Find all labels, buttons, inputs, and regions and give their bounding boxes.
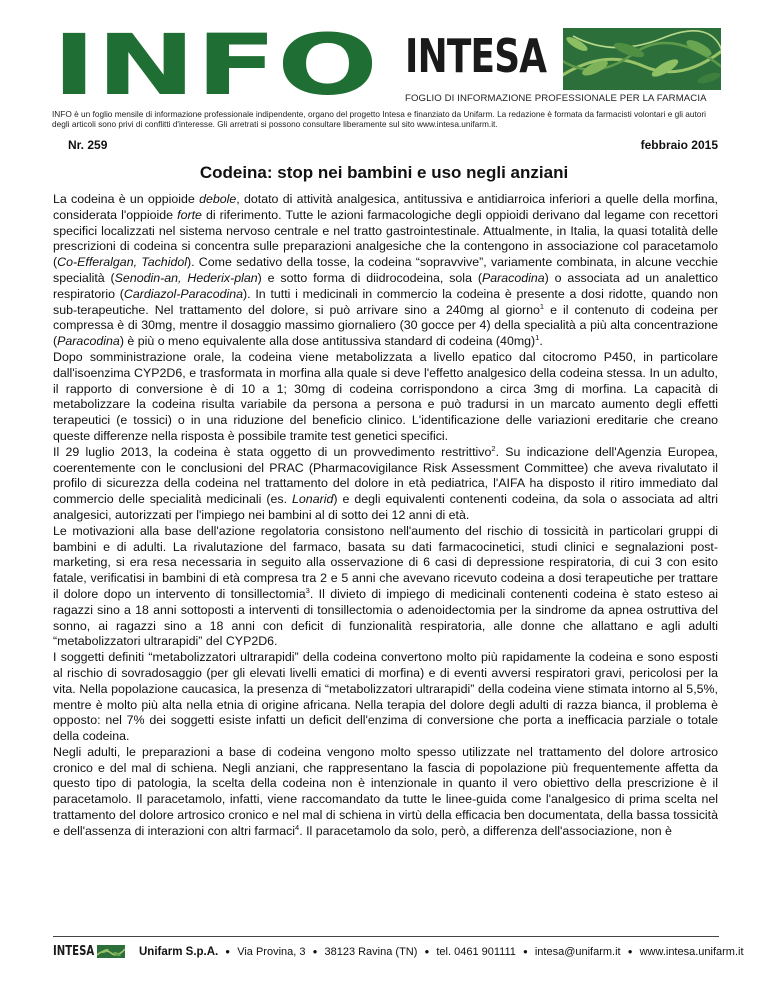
footnote-ref: 3	[305, 585, 310, 595]
text-run: ) o associata ad un analettico respiratorio (	[53, 270, 719, 301]
footer	[53, 944, 744, 964]
article-body	[53, 192, 718, 840]
footer-email[interactable]: intesa@unifarm.it	[534, 946, 621, 958]
text-run: . Su indicazione dell'Agenzia Europea, coerentemente con le conclusioni del PRAC (Pharmacovigilance Risk Assessment Committee) che aveva rivalutato il profilo di sicurezza della codeina nel trattamento del dolore in età pediatrica, l'AIFA ha disposto il ritiro immediato dal commercio delle specialità medicinali (es.	[53, 444, 718, 507]
paragraph-5: I soggetti definiti “metabolizzatori ultrarapidi” della codeina convertono molto più rapidamente la codeina e sono esposti al rischio di sovradosaggio (per gli elevati livelli ematici di morfina) e di eventi avversi respiratori gravi, pericolosi per la vita. Nella popolazione caucasica, la presenza di “metabolizzatori ultrarapidi” della codeina viene stimata intorno al 5,5%, mentre è molto più alta nella etnia di origine africana. Nella terapia del dolore degli adulti di razza bianca, il problema è opposto: nel 7% dei soggetti esiste infatti un deficit dell'enzima di conversione che porta a inefficacia parziale o totale della codeina.	[53, 650, 718, 744]
footer-separator: ●	[424, 947, 430, 956]
text-run: ). In tutti i medicinali in commercio la codeina è presente a dosi ridotte, quando non sub-terapeutiche. Nel trattamento del dolore, si può arrivare sino a 240mg al giorno	[53, 286, 719, 317]
emphasis: Co-Efferalgan, Tachidol	[57, 255, 187, 270]
footnote-ref: 1	[535, 333, 540, 343]
emphasis: Cardiazol-Paracodina	[123, 286, 244, 301]
footer-city: 38123 Ravina (TN)	[324, 946, 418, 958]
footer-separator: ●	[225, 947, 231, 956]
emphasis: Paracodina	[481, 270, 545, 285]
text-run: La codeina è un oppioide	[53, 192, 200, 206]
paragraph-1	[53, 192, 718, 350]
text-run: ). Come sedativo della tosse, la codeina “sopravvive”, variamente combinata, in alcune vecchie specialità (	[53, 255, 719, 285]
text-run: e il contenuto di codeina per compressa è di 30mg, mentre il dosaggio massimo giornaliero (30 gocce per 4) della specialità a più alta concentrazione (	[53, 302, 718, 349]
footer-separator: ●	[312, 947, 318, 956]
text-run: ) è più o meno equivalente alla dose antitussiva standard di codeina (40mg)	[119, 334, 536, 349]
footer-logo-text: INTESA	[53, 944, 95, 959]
text-run: Negli adulti, le preparazioni a base di codeina vengono molto spesso utilizzate nel trattamento del dolore artrosico cronico e del mal di schiena. Negli anziani, che rappresentano la fascia di popolazione più frequentemente affetta da questo tipo di patologia, la scelta della codeina non è intenzionale in quanto il vero obiettivo della prescrizione è il paracetamolo. Il paracetamolo, infatti, viene raccomandato da tutte le linee-guida come l'analgesico di prima scelta nel trattamento del dolore artrosico cronico e nel mal di schiena in virtù della efficacia ben documentata, della bassa tossicità e dell'assenza di interazioni con altri farmaci	[53, 744, 718, 838]
footer-phone: tel. 0461 901111	[436, 946, 516, 958]
issue-number: Nr. 259	[68, 138, 108, 152]
text-run: . Il paracetamolo da solo, però, a differenza dell'associazione, non è	[299, 823, 672, 838]
footer-contacts	[139, 945, 744, 959]
text-run: .	[539, 334, 543, 349]
footnote-ref: 2	[491, 443, 496, 453]
footer-leaf-banner-icon	[97, 945, 125, 958]
info-logo-text: INFO	[52, 28, 378, 100]
footnote-ref: 1	[539, 301, 545, 311]
issue-date: febbraio 2015	[640, 138, 718, 152]
text-run: ) e degli equivalenti contenenti codeina, da sola o associata ad altri analgesici, autorizzati per l'impiego nei bambini al di sotto dei 12 anni di età.	[53, 492, 718, 522]
intesa-brand	[405, 28, 721, 90]
emphasis: Senodin-an, Hederix-plan	[114, 270, 258, 285]
footnote-ref: 4	[295, 822, 300, 832]
emphasis: Lonarid	[292, 492, 334, 507]
footer-website[interactable]: www.intesa.unifarm.it	[639, 946, 744, 958]
info-logo	[52, 28, 382, 100]
intesa-brand-text: INTESA	[405, 29, 547, 83]
emphasis: Paracodina	[57, 334, 120, 349]
article-title: Codeina: stop nei bambini e uso negli anziani	[199, 163, 569, 182]
paragraph-4	[53, 524, 718, 650]
leaf-banner-icon	[563, 28, 721, 90]
masthead-blurb: INFO è un foglio mensile di informazione professionale indipendente, organo del progetto Intesa e finanziato da Unifarm. La redazione è formata da farmacisti volontari e gli autori degli articoli sono privi di conflitti d'interesse. Gli arretrati si possono consultare liberamente sul sito www.intesa.unifarm.it.	[52, 109, 706, 130]
footer-divider	[53, 936, 719, 937]
text-run: , dotato di attività analgesica, antitussiva e antidiarroica inferiori a quelle della morfina, considerata l'oppioide	[53, 192, 718, 222]
emphasis: debole	[199, 192, 237, 206]
emphasis: forte	[177, 207, 202, 222]
text-run: di riferimento. Tutte le azioni farmacologiche degli oppioidi derivano dal legame con recettori specifici localizzati nel sistema nervoso centrale e nel tratto gastrointestinale. Attualmente, in Italia, la quasi totalità delle prescrizioni di codeina si concentra sulle preparazioni analgesiche che la contengono in associazione col paracetamolo (	[53, 207, 719, 270]
paragraph-6	[53, 745, 718, 840]
footer-separator: ●	[522, 947, 528, 956]
paragraph-2: Dopo somministrazione orale, la codeina viene metabolizzata a livello epatico dal citocromo P450, in particolare dall'isoenzima CYP2D6, e trasformata in morfina alla quale si deve l'effetto analgesico della codeina stessa. In un adulto, il rapporto di conversione è di 10 a 1; 30mg di codeina corrispondono a circa 3mg di morfina. La capacità di metabolizzare la codeina risulta variabile da persona a persona e può tradursi in un marcato aumento degli effetti terapeutici (e tossici) o in una riduzione del beneficio clinico. L'identificazione delle variazioni ereditarie che creano queste differenze nella risposta è possibile tramite test genetici specifici.	[53, 349, 718, 443]
tagline: FOGLIO DI INFORMAZIONE PROFESSIONALE PER LA FARMACIA	[405, 93, 707, 104]
text-run: ) e sotto forma di diidrocodeina, sola (	[257, 270, 482, 285]
text-run: Il 29 luglio 2013, la codeina è stata oggetto di un provvedimento restrittivo	[53, 444, 492, 459]
footer-company: Unifarm S.p.A.	[139, 946, 219, 958]
footer-address: Via Provina, 3	[237, 946, 306, 958]
footer-separator: ●	[627, 947, 633, 956]
paragraph-3	[53, 445, 718, 524]
text-run: . Il divieto di impiego di medicinali contenenti codeina è stato esteso ai ragazzi sino a 18 anni sottoposti a interventi di tonsillectomia o adenoidectomia per la sindrome da apnea ostruttiva del sonno, ai ragazzi sino a 18 anni con deficit di funzionalità respiratoria, alle donne che allattano e agli adulti “metabolizzatori ultrarapidi” del CYP2D6.	[53, 586, 718, 649]
text-run: Le motivazioni alla base dell'azione regolatoria consistono nell'aumento del rischio di tossicità in particolari gruppi di bambini e di adulti. La rivalutazione del farmaco, basata su dati farmacocinetici, studi clinici e segnalazioni post-marketing, si era resa necessaria in seguito alla osservazione di 6 casi di depressione respiratoria, di cui 3 con esito fatale, verificatisi in bambini di età compresa tra 2 e 5 anni che avevano ricevuto codeina a dosi terapeutiche per trattare il dolore dopo un intervento di tonsillectomia	[53, 523, 718, 601]
